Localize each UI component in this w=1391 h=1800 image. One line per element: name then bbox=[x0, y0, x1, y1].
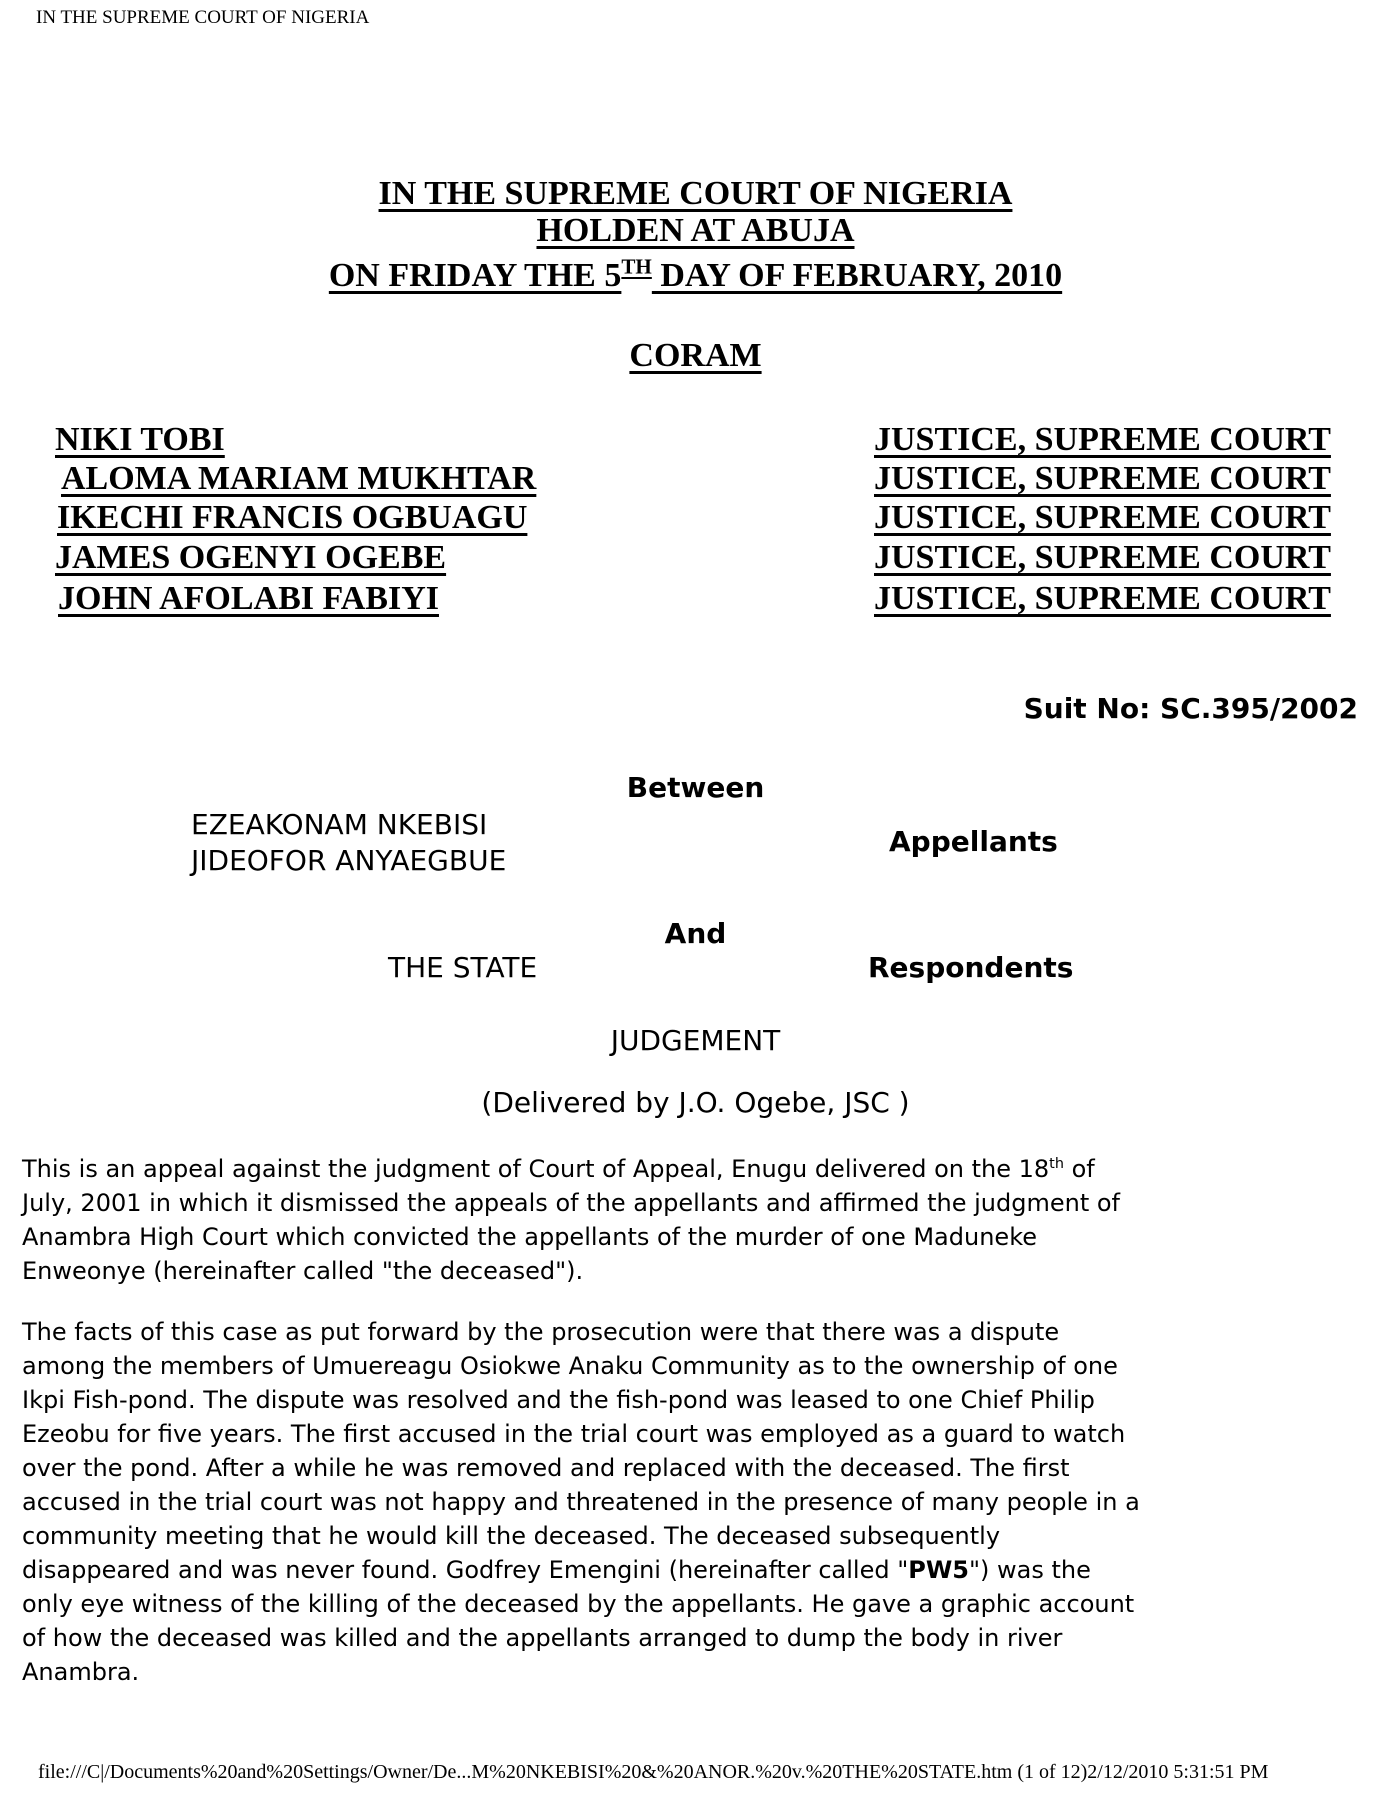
justice-name: JOHN AFOLABI FABIYI bbox=[58, 580, 439, 617]
justice-name: ALOMA MARIAM MUKHTAR bbox=[61, 460, 537, 497]
heading-court-text: IN THE SUPREME COURT OF NIGERIA bbox=[378, 175, 1013, 212]
coram-text: CORAM bbox=[629, 337, 762, 374]
body-text: ") was the bbox=[969, 1556, 1091, 1584]
respondents-label: Respondents bbox=[868, 951, 1074, 984]
ordinal-superscript: th bbox=[1049, 1156, 1064, 1172]
justice-title: JUSTICE, SUPREME COURT bbox=[874, 421, 1331, 458]
respondent-name: THE STATE bbox=[388, 951, 538, 984]
body-line: over the pond. After a while he was removed and replaced with the deceased. The first bbox=[22, 1454, 1070, 1482]
justice-name: JAMES OGENYI OGEBE bbox=[55, 539, 447, 576]
heading-holden-text: HOLDEN AT ABUJA bbox=[536, 212, 855, 249]
body-line bbox=[22, 1553, 1140, 1587]
file-path-status: file:///C|/Documents%20and%20Settings/Owner/De...M%20NKEBISI%20&%20ANOR.%20v.%20THE%20STATE.htm (1 of 12)2/12/2010 5:31:51 PM bbox=[38, 1761, 1269, 1783]
body-line: Enweonye (hereinafter called "the deceased"). bbox=[22, 1257, 584, 1285]
body-text: of bbox=[1063, 1155, 1095, 1183]
body-line: Anambra High Court which convicted the appellants of the murder of one Maduneke bbox=[22, 1223, 1037, 1251]
and-label: And bbox=[664, 917, 727, 950]
heading-date bbox=[0, 254, 1391, 294]
heading-date-pre: ON FRIDAY THE 5 bbox=[328, 257, 622, 294]
heading-date-superscript: TH bbox=[621, 254, 652, 279]
heading-date-post: DAY OF FEBRUARY, 2010 bbox=[651, 257, 1063, 294]
body-line: among the members of Umuereagu Osiokwe Anaku Community as to the ownership of one bbox=[22, 1352, 1118, 1380]
body-text: disappeared and was never found. Godfrey Emengini (hereinafter called " bbox=[22, 1556, 909, 1584]
body-line bbox=[22, 1152, 1120, 1186]
body-line: Ezeobu for five years. The first accused in the trial court was employed as a guard to watch bbox=[22, 1420, 1126, 1448]
justice-title: JUSTICE, SUPREME COURT bbox=[874, 499, 1331, 536]
body-line: accused in the trial court was not happy and threatened in the presence of many people in a bbox=[22, 1488, 1140, 1516]
body-line: The facts of this case as put forward by the prosecution were that there was a dispute bbox=[22, 1318, 1060, 1346]
body-line: July, 2001 in which it dismissed the appeals of the appellants and affirmed the judgment of bbox=[22, 1189, 1120, 1217]
body-line: of how the deceased was killed and the appellants arranged to dump the body in river bbox=[22, 1624, 1063, 1652]
justice-title: JUSTICE, SUPREME COURT bbox=[874, 460, 1331, 497]
body-paragraph-2 bbox=[22, 1315, 1140, 1689]
justice-name: IKECHI FRANCIS OGBUAGU bbox=[57, 499, 528, 536]
witness-code-emphasis: PW5 bbox=[908, 1556, 969, 1584]
heading-holden bbox=[0, 214, 1391, 248]
appellant-name: EZEAKONAM NKEBISI bbox=[191, 808, 488, 841]
appellant-name: JIDEOFOR ANYAEGBUE bbox=[191, 844, 507, 877]
judgement-title: JUDGEMENT bbox=[610, 1024, 781, 1057]
appellants-label: Appellants bbox=[889, 825, 1058, 858]
judgement-delivered-by: (Delivered by J.O. Ogebe, JSC ) bbox=[481, 1086, 910, 1119]
body-text: This is an appeal against the judgment of Court of Appeal, Enugu delivered on the 18 bbox=[22, 1155, 1050, 1183]
justice-title: JUSTICE, SUPREME COURT bbox=[874, 539, 1331, 576]
heading-court bbox=[0, 177, 1391, 211]
body-line: Anambra. bbox=[22, 1658, 140, 1686]
body-paragraph-1 bbox=[22, 1152, 1120, 1288]
between-label: Between bbox=[626, 771, 765, 804]
body-line: only eye witness of the killing of the deceased by the appellants. He gave a graphic account bbox=[22, 1590, 1135, 1618]
body-line: Ikpi Fish-pond. The dispute was resolved and the fish-pond was leased to one Chief Philip bbox=[22, 1386, 1095, 1414]
justice-name: NIKI TOBI bbox=[55, 421, 225, 458]
running-header: IN THE SUPREME COURT OF NIGERIA bbox=[36, 7, 370, 28]
justice-title: JUSTICE, SUPREME COURT bbox=[874, 580, 1331, 617]
coram-heading bbox=[0, 339, 1391, 373]
suit-number: Suit No: SC.395/2002 bbox=[1023, 692, 1358, 725]
body-line: community meeting that he would kill the deceased. The deceased subsequently bbox=[22, 1522, 1001, 1550]
